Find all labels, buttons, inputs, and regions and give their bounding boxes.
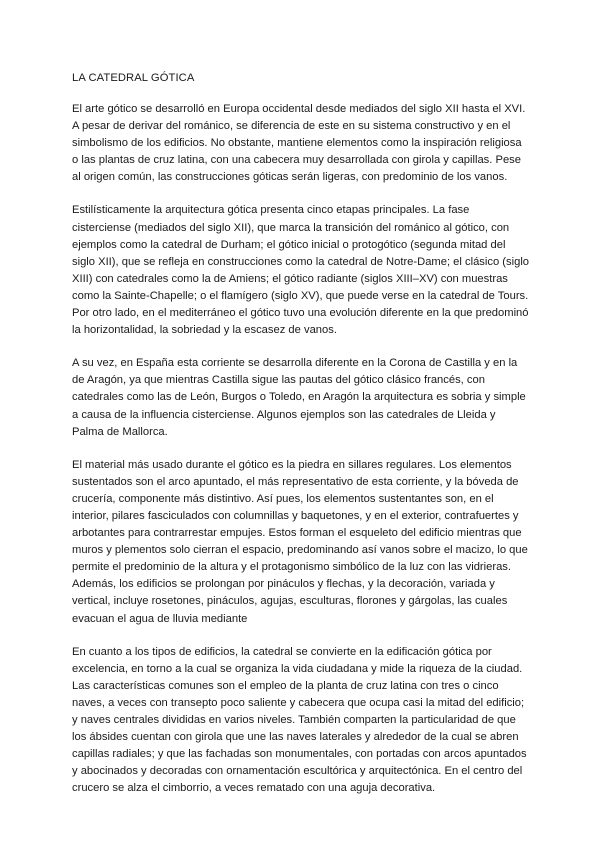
paragraph-materials: El material más usado durante el gótico es la piedra en sillares regulares. Los elementos sustentados son el arco apuntado, el más representativo de esta corriente, y la bóveda de crucería, componente más distintivo. Así pues, los elementos sustentantes son, en el interior, pilares fasciculados con columnillas y baquetones, y en el exterior, contrafuertes y arbotantes para contrarrestar empujes. Estos forman el esqueleto del edificio mientras que muros y plementos solo cierran el espacio, predominando así vanos sobre el macizo, lo que permite el predominio de la altura y el protagonismo simbólico de la luz con las vidrieras. Además, los edificios se prolongan por pináculos y flechas, y la decoración, variada y vertical, incluye rosetones, pináculos, agujas, esculturas, florones y gárgolas, las cuales evacuan el agua de lluvia mediante <box>72 458 528 625</box>
document-page <box>72 70 530 813</box>
document-title: LA CATEDRAL GÓTICA <box>72 72 195 84</box>
paragraph-spain: A su vez, en España esta corriente se desarrolla diferente en la Corona de Castilla y en la de Aragón, ya que mientras Castilla sigue las pautas del gótico clásico francés, con catedrales como las de León, Burgos o Toledo, en Aragón la arquitectura es sobria y simple a causa de la influencia cisterciense. Algunos ejemplos son las catedrales de Lleida y Palma de Mallorca. <box>72 357 526 438</box>
paragraph-stages: Estilísticamente la arquitectura gótica presenta cinco etapas principales. La fase cisterciense (mediados del siglo XII), que marca la transición del románico al gótico, con ejemplos como la catedral de Durham; el gótico inicial o protogótico (segunda mitad del siglo XII), que se refleja en construcciones como la catedral de Notre-Dame; el clásico (siglo XIII) con catedrales como la de Amiens; el gótico radiante (siglos XIII–XV) con muestras como la Sainte-Chapelle; o el flamígero (siglo XV), que puede verse en la catedral de Tours. Por otro lado, en el mediterráneo el gótico tuvo una evolución diferente en la que predominó la horizontalidad, la sobriedad y la escasez de vanos. <box>72 204 530 337</box>
paragraph-building-types: En cuanto a los tipos de edificios, la catedral se convierte en la edificación gótica por excelencia, en torno a la cual se organiza la vida ciudadana y mide la riqueza de la ciudad. Las características comunes son el empleo de la planta de cruz latina con tres o cinco naves, a veces con transepto poco saliente y cabecera que ocupa casi la mitad del edificio; y naves centrales divididas en varios niveles. También comparten la particularidad de que los ábsides cuentan con girola que une las naves laterales y alrededor de la cual se abren capillas radiales; y que las fachadas son monumentales, con portadas con arcos apuntados y abocinados y decoradas con ornamentación escultórica y arquitectónica. En el centro del crucero se alza el cimborrio, a veces rematado con una aguja decorativa. <box>72 645 527 795</box>
paragraph-introduction: El arte gótico se desarrolló en Europa occidental desde mediados del siglo XII hasta el XVI. A pesar de derivar del románico, se diferencia de este en su sistema constructivo y en el simbolismo de los edificios. No obstante, mantiene elementos como la inspiración religiosa o las plantas de cruz latina, con una cabecera muy desarrollada con girola y capillas. Pese al origen común, las construcciones góticas serán ligeras, con predominio de los vanos. <box>72 103 526 184</box>
